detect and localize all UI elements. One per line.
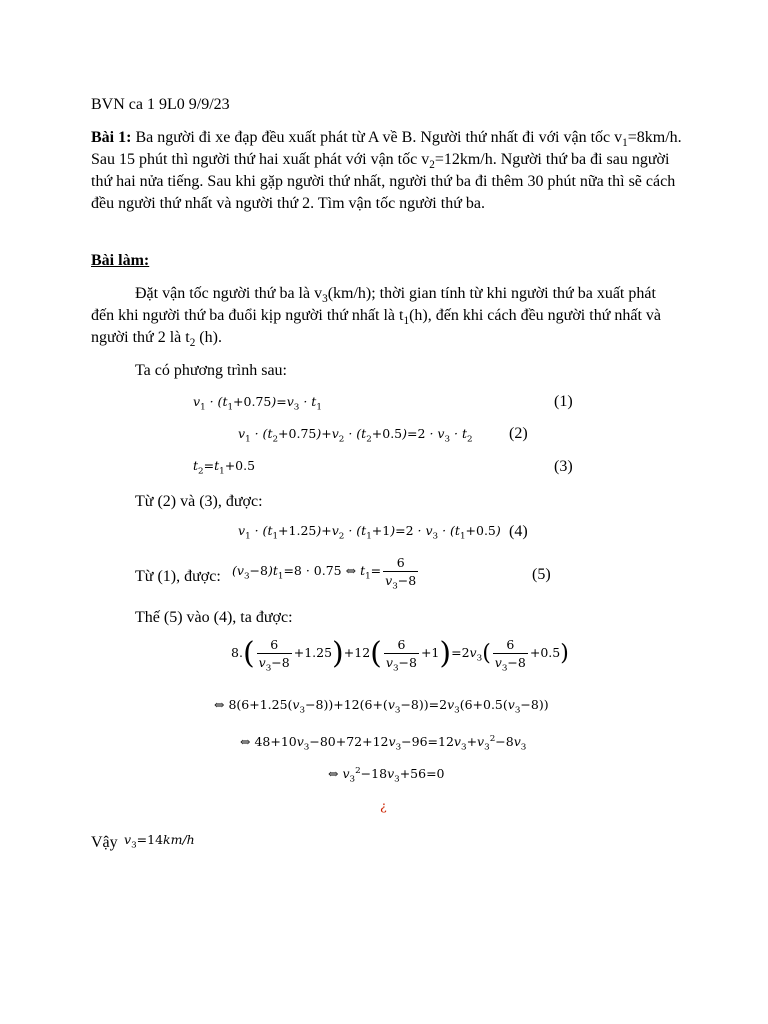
equation-expanded-2: ⇔ $48+10v_3-80+72+12v_3-96=12v_3+v_3^2-8v_3$ xyxy=(240,733,527,753)
conclusion-label: Vậy xyxy=(91,834,118,851)
equation-2-number: (2) xyxy=(509,425,528,442)
problem-label: Bài 1: xyxy=(91,129,132,146)
equation-4: $v_1 \cdot (t_1+1.25)+v_2 \cdot (t_1+1)=2 \cdot v_3 \cdot (t_1+0.5)$ xyxy=(238,523,501,542)
equation-5: $(v_3-8)t_1=8 \cdot 0.75$ ⇔ $t_1=$ $\frac{6}{v_3-8}$ xyxy=(232,555,417,592)
solution-heading: Bài làm: xyxy=(91,252,150,269)
equation-4-number: (4) xyxy=(509,523,528,540)
ta-co-line: Ta có phương trình sau: xyxy=(135,362,287,379)
equation-quadratic: ⇔ $v_3^2-18v_3+56=0$ xyxy=(328,765,445,785)
equation-3-number: (3) xyxy=(554,458,573,475)
the-5-line: Thế (5) vào (4), ta được: xyxy=(135,609,293,626)
equation-2: $v_1 \cdot (t_2+0.75)+v_2 \cdot (t_2+0.5)=2 \cdot v_3 \cdot t_2$ xyxy=(238,426,473,445)
equation-expanded-1: ⇔ $8(6+1.25(v_3-8))+12(6+(v_3-8))=2v_3(6+0.5(v_3-8))$ xyxy=(214,697,549,716)
equation-3: $t_2=t_1+0.5$ xyxy=(193,458,256,477)
equation-substituted: 8.( $\frac{6}{v_3-8}$ +1.25)+12( $\frac{6}{v_3-8}$ $+1)=2v_3$( $\frac{6}{v_3-8}$ +0.5) xyxy=(231,636,569,674)
document-header: BVN ca 1 9L0 9/9/23 xyxy=(91,96,230,113)
equation-1: $v_1 \cdot (t_1+0.75)=v_3 \cdot t_1$ xyxy=(193,394,322,413)
tu-1-line: Từ (1), được: xyxy=(135,568,221,585)
equation-5-number: (5) xyxy=(532,566,551,583)
placeholder-marker: ¿ xyxy=(380,798,387,813)
problem-statement: Bài 1: Ba người đi xe đạp đều xuất phát từ A về B. Người thứ nhất đi với vận tốc $v_1=8km/h$. Sau 15 phút thì người thứ hai xuất phát với vận tốc $v_2=12km/h$. Người thứ ba đi sau người thứ hai nửa tiếng. Sau khi gặp người thứ nhất, người thứ ba đi thêm 30 phút nữa thì sẽ cách đều người thứ nhất và người thứ 2. Tìm vận tốc người thứ ba. xyxy=(91,129,682,212)
tu-2-3-line: Từ (2) và (3), được: xyxy=(135,493,263,510)
equation-1-number: (1) xyxy=(554,393,573,410)
solution-intro: Đặt vận tốc người thứ ba là $v_3(km/h)$; thời gian tính từ khi người thứ ba xuất phát đến khi người thứ ba đuổi kịp người thứ nhất là $t_1(h)$, đến khi cách đều người thứ nhất và người thứ 2 là $t_2$ (h). xyxy=(91,285,662,350)
conclusion-equation: $v_3=14km/h$ xyxy=(124,832,195,851)
